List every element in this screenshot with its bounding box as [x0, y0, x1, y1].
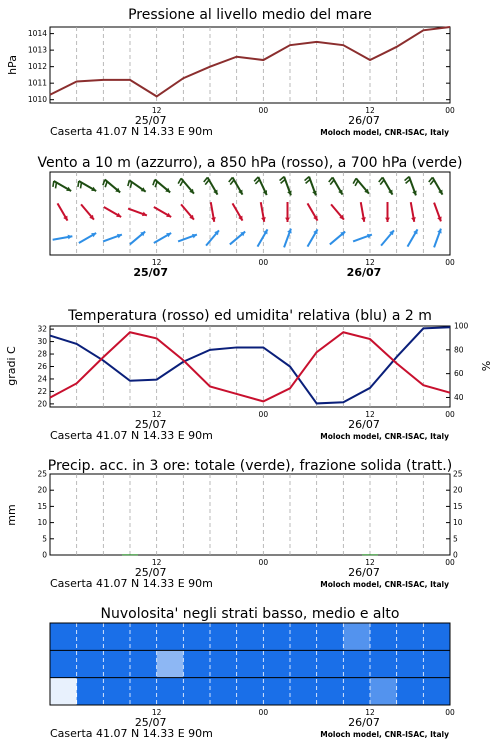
time-tick-label: 12: [151, 410, 162, 419]
wind-850-arrow: [385, 202, 390, 222]
wind-700-arrow: [405, 177, 417, 196]
pressure-ylabel: hPa: [6, 55, 19, 75]
time-tick-label: 00: [258, 708, 269, 717]
wind-10m-arrow: [258, 229, 268, 246]
cloud-cell: [263, 678, 290, 705]
cloud-cell: [157, 650, 184, 677]
precipitation-plot-frame: [50, 474, 450, 555]
y-tick-label: 10: [37, 518, 47, 528]
time-tick-label: 00: [445, 258, 455, 267]
date-label: 25/07: [134, 114, 167, 127]
y-right-tick-label: 20: [453, 485, 463, 495]
wind-850-arrow: [58, 203, 68, 220]
date-label: 25/07: [134, 566, 167, 579]
y-right-tick-label: 40: [454, 392, 464, 402]
wind-10m-arrow: [330, 232, 345, 245]
wind-10m-arrow: [178, 234, 197, 242]
wind-700-arrow: [329, 177, 343, 194]
y-tick-label: 20: [37, 485, 47, 495]
footer-model: Moloch model, CNR-ISAC, Italy: [320, 432, 449, 441]
wind-10m-arrow: [353, 234, 372, 242]
cloud-cell: [50, 623, 77, 650]
wind-700-arrow: [429, 177, 443, 194]
time-tick-label: 12: [151, 708, 162, 717]
wind-10m-arrow: [381, 230, 394, 245]
cloud-cell: [210, 623, 237, 650]
precip-bar: [362, 554, 378, 555]
cloud-cell: [290, 678, 317, 705]
y-right-tick-label: 0: [453, 550, 458, 560]
wind-10m-arrow: [408, 229, 418, 246]
cloud-cell: [157, 678, 184, 705]
cloud-cell: [77, 650, 104, 677]
footer-location: Caserta 41.07 N 14.33 E 90m: [50, 577, 213, 590]
wind-10m-arrow: [206, 230, 219, 245]
footer-location: Caserta 41.07 N 14.33 E 90m: [50, 125, 213, 138]
cloud-cell: [423, 678, 450, 705]
wind-850-arrow: [104, 207, 121, 217]
cloud-cell: [103, 678, 130, 705]
wind-700-arrow: [178, 178, 194, 193]
cloud-cell: [50, 678, 77, 705]
cloud-cell: [183, 650, 210, 677]
wind-arrow-barb: [355, 181, 358, 186]
y-tick-label: 1014: [27, 29, 47, 39]
wind-arrow-barb: [81, 183, 82, 189]
temperature-humidity-chart: [5, 308, 493, 442]
wind-850-arrow: [308, 203, 318, 220]
wind-850-arrow: [331, 204, 344, 219]
cloud-cell: [370, 650, 397, 677]
footer-model: Moloch model, CNR-ISAC, Italy: [320, 730, 449, 739]
y-tick-label: 24: [37, 374, 47, 384]
wind-chart: [37, 155, 462, 279]
footer-model: Moloch model, CNR-ISAC, Italy: [320, 128, 449, 137]
wind-700-arrow: [78, 181, 96, 191]
wind-700-arrow: [379, 177, 393, 194]
time-tick-label: 00: [258, 106, 269, 115]
wind-arrow-barb: [128, 180, 129, 186]
time-tick-label: 12: [151, 106, 162, 115]
date-label: 26/07: [348, 418, 380, 431]
date-label: 26/07: [348, 114, 380, 127]
cloud-cell: [370, 623, 397, 650]
wind-arrow-barb: [105, 182, 107, 188]
date-label: 26/07: [346, 266, 382, 279]
y-tick-label: 0: [42, 550, 47, 560]
y-right-tick-label: 25: [453, 469, 463, 479]
wind-arrow-barb: [78, 181, 79, 187]
pressure-plot-frame: [50, 27, 450, 103]
date-label: 25/07: [133, 266, 168, 279]
wind-700-arrow: [204, 177, 218, 194]
time-tick-label: 00: [258, 258, 269, 267]
y-tick-label: 1012: [27, 62, 47, 72]
cloud-cell: [263, 650, 290, 677]
temperature-ylabel: gradi C: [5, 346, 18, 386]
cloud-cell: [423, 623, 450, 650]
wind-10m-arrow: [53, 235, 73, 240]
y-tick-label: 32: [37, 324, 47, 334]
wind-arrow-barb: [130, 182, 131, 188]
pressure-line: [50, 27, 450, 96]
cloud-cell: [77, 678, 104, 705]
time-tick-label: 12: [365, 106, 375, 115]
y-tick-label: 5: [42, 534, 47, 544]
precipitation-title: Precip. acc. in 3 ore: totale (verde), frazione solida (tratt.): [47, 458, 453, 474]
cloud-cell: [343, 623, 370, 650]
y-right-tick-label: 10: [453, 518, 463, 528]
cloud-title: Nuvolosita' negli strati basso, medio e alto: [100, 606, 400, 622]
cloud-cell: [183, 678, 210, 705]
wind-700-arrow: [128, 180, 146, 191]
cloud-cell: [157, 623, 184, 650]
cloud-cell: [130, 623, 157, 650]
wind-850-arrow: [211, 202, 216, 222]
time-tick-label: 00: [258, 558, 269, 567]
wind-title: Vento a 10 m (azzurro), a 850 hPa (rosso), a 700 hPa (verde): [37, 155, 463, 171]
time-tick-label: 12: [365, 558, 375, 567]
footer-location: Caserta 41.07 N 14.33 E 90m: [50, 429, 213, 442]
wind-10m-arrow: [434, 229, 442, 248]
wind-700-arrow: [305, 177, 317, 196]
time-tick-label: 00: [445, 106, 455, 115]
cloud-cell: [237, 650, 264, 677]
time-tick-label: 12: [365, 410, 375, 419]
time-tick-label: 12: [151, 258, 162, 267]
wind-700-arrow: [229, 177, 243, 194]
y-tick-label: 26: [37, 362, 47, 371]
cloud-cell: [77, 623, 104, 650]
wind-850-arrow: [411, 202, 416, 222]
y-right-tick-label: 100: [454, 321, 469, 331]
temperature-title: Temperatura (rosso) ed umidita' relativa (blu) a 2 m: [68, 308, 432, 324]
precip-bar: [122, 554, 138, 555]
time-tick-label: 12: [365, 258, 375, 267]
wind-850-arrow: [285, 202, 290, 222]
wind-arrow-barb: [153, 180, 155, 186]
y-right-tick-label: 15: [453, 501, 463, 511]
wind-700-arrow: [53, 181, 71, 191]
cloud-cell: [317, 678, 344, 705]
wind-arrow-barb: [56, 183, 57, 189]
wind-arrow-barb: [353, 178, 356, 183]
y-tick-label: 20: [37, 399, 47, 409]
humidity-line: [50, 327, 450, 403]
cloud-cell: [210, 678, 237, 705]
wind-10m-arrow: [230, 232, 245, 245]
wind-arrow-head: [385, 218, 390, 222]
cloud-cell: [397, 650, 424, 677]
y-tick-label: 22: [37, 386, 47, 396]
y-tick-label: 28: [37, 349, 47, 359]
date-label: 26/07: [348, 716, 380, 729]
y-tick-label: 30: [37, 337, 47, 347]
wind-arrow-barb: [180, 181, 183, 186]
y-right-tick-label: 60: [454, 369, 464, 379]
precipitation-chart: [5, 458, 463, 590]
wind-700-arrow: [103, 180, 120, 193]
wind-850-arrow: [361, 202, 366, 222]
wind-850-arrow: [434, 203, 442, 222]
cloud-cell: [290, 623, 317, 650]
cloud-cell: [317, 623, 344, 650]
wind-850-arrow: [233, 203, 243, 220]
cloud-cell: [237, 623, 264, 650]
cloud-cell: [263, 623, 290, 650]
wind-arrow-head: [285, 218, 290, 222]
cloud-cover-chart: [50, 606, 455, 740]
time-tick-label: 00: [445, 708, 455, 717]
y-right-tick-label: 80: [454, 345, 464, 355]
time-tick-label: 12: [365, 708, 375, 717]
y-tick-label: 15: [37, 501, 47, 511]
cloud-cell: [343, 650, 370, 677]
date-label: 25/07: [134, 716, 167, 729]
y-tick-label: 25: [37, 469, 47, 479]
cloud-cell: [343, 678, 370, 705]
date-label: 26/07: [348, 566, 380, 579]
footer-location: Caserta 41.07 N 14.33 E 90m: [50, 727, 213, 740]
pressure-title: Pressione al livello medio del mare: [128, 7, 372, 23]
cloud-cell: [397, 623, 424, 650]
cloud-cell: [370, 678, 397, 705]
wind-850-arrow: [81, 204, 94, 219]
wind-700-arrow: [153, 180, 170, 193]
time-tick-label: 00: [445, 410, 455, 419]
cloud-cell: [290, 650, 317, 677]
cloud-cell: [130, 678, 157, 705]
time-tick-label: 00: [445, 558, 455, 567]
cloud-cell: [397, 678, 424, 705]
cloud-cell: [423, 650, 450, 677]
cloud-cell: [183, 623, 210, 650]
cloud-cell: [130, 650, 157, 677]
humidity-ylabel: %: [480, 360, 493, 372]
time-tick-label: 00: [258, 410, 269, 419]
precipitation-ylabel: mm: [5, 504, 18, 526]
y-tick-label: 1010: [27, 95, 47, 105]
cloud-cell: [103, 650, 130, 677]
footer-model: Moloch model, CNR-ISAC, Italy: [320, 580, 449, 589]
wind-850-arrow: [261, 202, 266, 222]
wind-10m-arrow: [79, 233, 96, 243]
time-tick-label: 12: [151, 558, 162, 567]
wind-10m-arrow: [130, 232, 145, 245]
wind-10m-arrow: [103, 234, 122, 242]
date-label: 25/07: [134, 418, 167, 431]
wind-10m-arrow: [284, 229, 292, 248]
pressure-chart: [6, 7, 455, 138]
wind-700-arrow: [254, 177, 267, 195]
y-tick-label: 1011: [27, 78, 47, 88]
wind-arrow-barb: [53, 181, 54, 187]
cloud-cell: [50, 650, 77, 677]
cloud-cell: [317, 650, 344, 677]
y-right-tick-label: 5: [453, 534, 458, 544]
wind-850-arrow: [128, 209, 147, 217]
cloud-cell: [103, 623, 130, 650]
wind-10m-arrow: [308, 229, 318, 246]
cloud-cell: [237, 678, 264, 705]
wind-700-arrow: [353, 178, 369, 193]
wind-arrow-barb: [178, 178, 181, 183]
y-tick-label: 1013: [27, 45, 47, 55]
cloud-cell: [210, 650, 237, 677]
